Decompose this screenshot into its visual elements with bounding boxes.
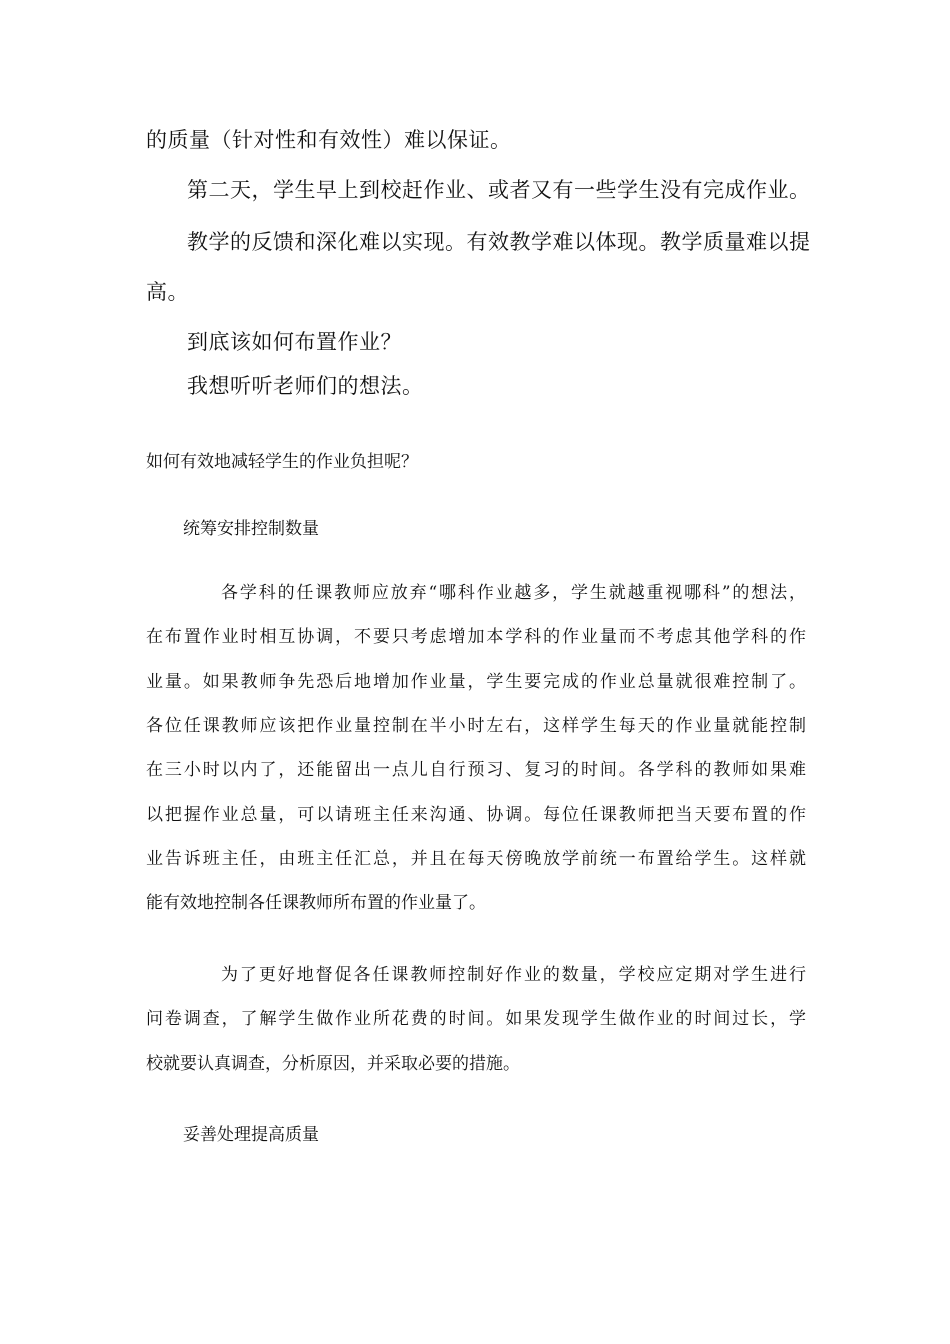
section-heading: 妥善处理提高质量 bbox=[183, 1125, 319, 1145]
question-heading: 如何有效地减轻学生的作业负担呢？ bbox=[146, 452, 418, 472]
paragraph-line: 业告诉班主任，由班主任汇总，并且在每天傍晚放学前统一布置给学生。这样就 bbox=[146, 849, 806, 869]
text-line: 高。 bbox=[146, 280, 189, 304]
paragraph-line: 业量。如果教师争先恐后地增加作业量，学生要完成的作业总量就很难控制了。 bbox=[146, 672, 806, 692]
text-line: 的质量（针对性和有效性）难以保证。 bbox=[146, 128, 512, 152]
paragraph-line: 在布置作业时相互协调，不要只考虑增加本学科的作业量而不考虑其他学科的作 bbox=[146, 627, 806, 647]
section-heading: 统筹安排控制数量 bbox=[183, 519, 319, 539]
paragraph bbox=[146, 960, 806, 1080]
text-line: 教学的反馈和深化难以实现。有效教学难以体现。教学质量难以提 bbox=[187, 230, 811, 254]
paragraph bbox=[146, 578, 806, 918]
text-line: 到底该如何布置作业？ bbox=[187, 330, 402, 354]
paragraph-line: 为了更好地督促各任课教师控制好作业的数量，学校应定期对学生进行 bbox=[221, 965, 806, 985]
paragraph-line: 各学科的任课教师应放弃“哪科作业越多，学生就越重视哪科”的想法， bbox=[221, 583, 806, 603]
paragraph-line: 在三小时以内了，还能留出一点儿自行预习、复习的时间。各学科的教师如果难 bbox=[146, 760, 806, 780]
text-line: 第二天，学生早上到校赶作业、或者又有一些学生没有完成作业。 bbox=[187, 178, 811, 202]
paragraph-line: 校就要认真调查，分析原因，并采取必要的措施。 bbox=[146, 1054, 520, 1074]
paragraph-line: 问卷调查，了解学生做作业所花费的时间。如果发现学生做作业的时间过长，学 bbox=[146, 1009, 806, 1029]
paragraph-line: 能有效地控制各任课教师所布置的作业量了。 bbox=[146, 893, 486, 913]
text-line: 我想听听老师们的想法。 bbox=[187, 374, 424, 398]
paragraph-line: 以把握作业总量，可以请班主任来沟通、协调。每位任课教师把当天要布置的作 bbox=[146, 805, 806, 825]
paragraph-line: 各位任课教师应该把作业量控制在半小时左右，这样学生每天的作业量就能控制 bbox=[146, 716, 806, 736]
